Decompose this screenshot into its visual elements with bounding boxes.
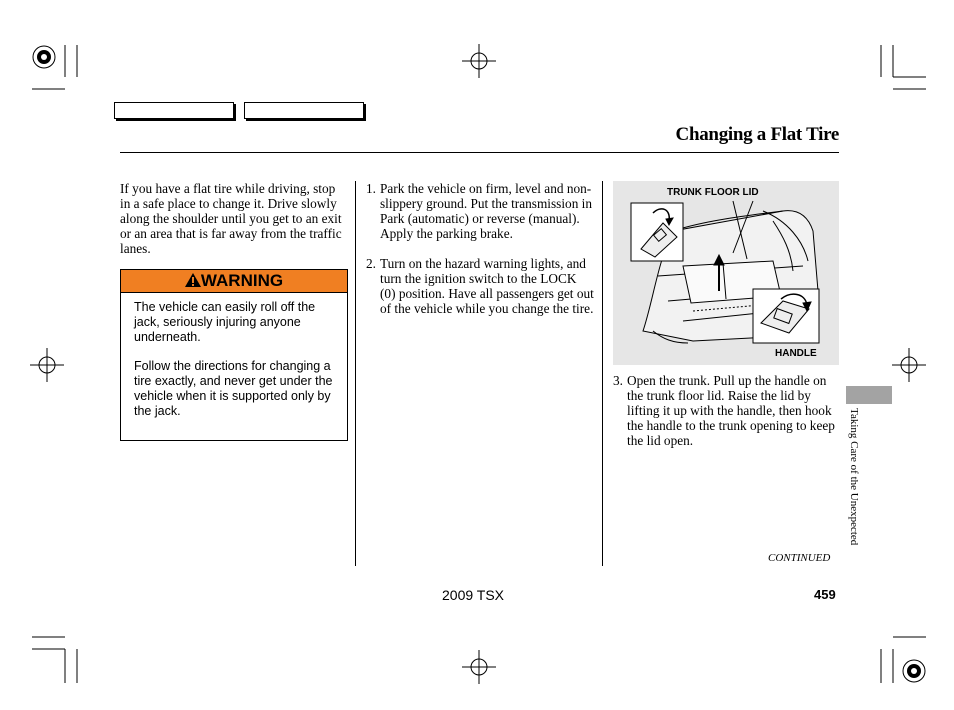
steps-column [366,181,594,331]
section-side-label: Taking Care of the Unexpected [848,408,860,546]
warning-box [120,269,348,441]
step-item: 2. Turn on the hazard warning lights, and turn the ignition switch to the LOCK (0) position. Have all passengers get out of the vehicle while you change the tire. [366,256,594,316]
header-tab-box-right [244,102,364,119]
page-number: 459 [814,587,836,602]
trunk-floor-lid-drawing [613,181,839,365]
steps-list [613,373,839,448]
column-divider [602,181,603,566]
step-3-column [613,373,839,463]
title-rule [120,152,839,153]
step-item: 3. Open the trunk. Pull up the handle on the trunk floor lid. Raise the lid by lifting it up with the handle, then hook the handle to the trunk opening to keep the lid open. [613,373,835,448]
intro-paragraph: If you have a flat tire while driving, stop in a safe place to change it. Drive slowly along the shoulder until you get to an exit or an area that is far away from the traffic lanes. [120,181,342,256]
steps-list [366,181,594,316]
step-item: 1. Park the vehicle on firm, level and non-slippery ground. Put the transmission in Park (automatic) or reverse (manual). Apply the parking brake. [366,181,593,241]
warning-paragraph: The vehicle can easily roll off the jack, seriously injuring anyone underneath. [134,300,316,344]
warning-label: WARNING [200,271,284,290]
warning-body [121,293,347,419]
footer-model: 2009 TSX [442,587,505,603]
warning-paragraph: Follow the directions for changing a tire exactly, and never get under the vehicle when it is supported only by the jack. [134,359,333,418]
page-title: Changing a Flat Tire [675,124,839,145]
trunk-illustration [613,181,839,365]
handle-label: HANDLE [775,348,817,359]
warning-triangle-icon [185,273,201,287]
warning-header [121,270,347,293]
trunk-floor-lid-label: TRUNK FLOOR LID [667,187,759,198]
header-tab-box-left [114,102,234,119]
section-tab [846,386,892,404]
column-divider [355,181,356,566]
continued-label: CONTINUED [768,552,831,564]
